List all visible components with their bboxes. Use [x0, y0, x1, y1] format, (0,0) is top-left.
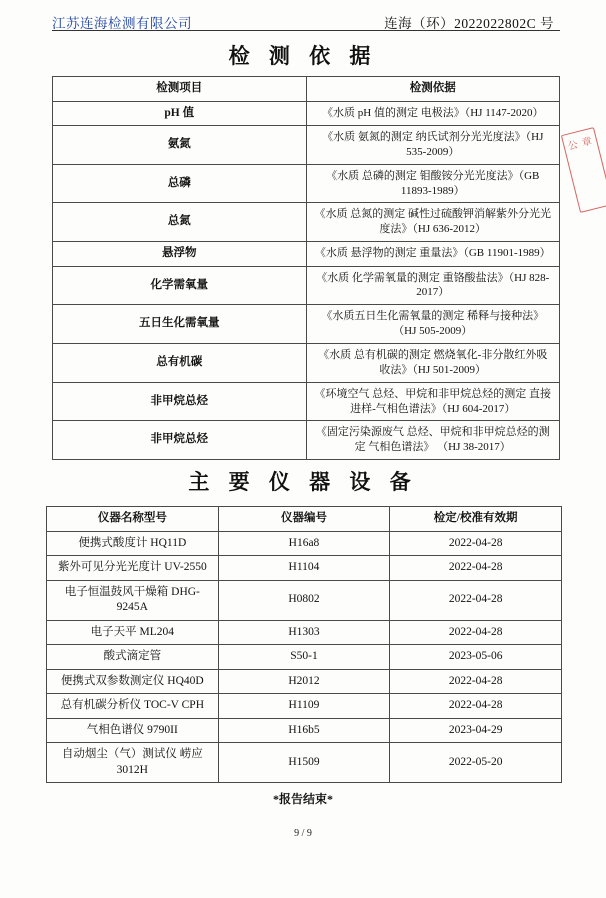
table-row [53, 343, 560, 382]
official-seal-stamp [561, 127, 606, 213]
table-row [53, 382, 560, 421]
equipment-table [46, 506, 562, 783]
table-row [47, 669, 562, 694]
cell-basis: 《环境空气 总烃、甲烷和非甲烷总烃的测定 直接进样-气相色谱法》（HJ 604-2017） [306, 382, 560, 421]
table-row [53, 266, 560, 305]
cell-name: 便携式酸度计 HQ11D [47, 531, 219, 556]
cell-name: 紫外可见分光光度计 UV-2550 [47, 556, 219, 581]
cell-item: 总有机碳 [53, 343, 307, 382]
cell-code: H16b5 [218, 718, 390, 743]
cell-name: 电子天平 ML204 [47, 620, 219, 645]
table-row [47, 620, 562, 645]
cell-basis: 《水质 悬浮物的测定 重量法》（GB 11901-1989） [306, 242, 560, 267]
cell-basis: 《水质 总氮的测定 碱性过硫酸钾消解紫外分光光度法》（HJ 636-2012） [306, 203, 560, 242]
section-title-equipment: 主 要 仪 器 设 备 [188, 470, 418, 494]
table-row [47, 580, 562, 620]
cell-name: 电子恒温鼓风干燥箱 DHG-9245A [47, 580, 219, 620]
cell-valid: 2023-04-29 [390, 718, 562, 743]
cell-code: H16a8 [218, 531, 390, 556]
table-row [53, 242, 560, 267]
company-name: 江苏连海检测有限公司 [52, 16, 192, 31]
cell-item: 总磷 [53, 164, 307, 203]
column-header-code: 仪器编号 [218, 507, 390, 532]
table-header-row [47, 507, 562, 532]
column-header-name: 仪器名称型号 [47, 507, 219, 532]
stamp-text: 公 章 [566, 135, 595, 153]
page-number: 9 / 9 [294, 828, 312, 839]
cell-basis: 《水质 总有机碳的测定 燃烧氧化-非分散红外吸收法》（HJ 501-2009） [306, 343, 560, 382]
cell-basis: 《水质五日生化需氧量的测定 稀释与接种法》（HJ 505-2009） [306, 305, 560, 344]
cell-code: S50-1 [218, 645, 390, 670]
table-row [53, 164, 560, 203]
section-title-basis: 检 测 依 据 [228, 44, 378, 68]
table-row [53, 126, 560, 165]
cell-item: 非甲烷总烃 [53, 382, 307, 421]
cell-valid: 2022-04-28 [390, 694, 562, 719]
table-row [47, 531, 562, 556]
table-row [53, 421, 560, 460]
cell-basis: 《水质 总磷的测定 钼酸铵分光光度法》（GB 11893-1989） [306, 164, 560, 203]
cell-code: H2012 [218, 669, 390, 694]
cell-name: 便携式双参数测定仪 HQ40D [47, 669, 219, 694]
cell-code: H1303 [218, 620, 390, 645]
cell-valid: 2022-04-28 [390, 580, 562, 620]
cell-item: 氨氮 [53, 126, 307, 165]
table-row [47, 645, 562, 670]
cell-valid: 2023-05-06 [390, 645, 562, 670]
cell-code: H0802 [218, 580, 390, 620]
cell-valid: 2022-04-28 [390, 556, 562, 581]
cell-code: H1509 [218, 743, 390, 783]
cell-basis: 《水质 氨氮的测定 纳氏试剂分光光度法》（HJ 535-2009） [306, 126, 560, 165]
cell-valid: 2022-04-28 [390, 531, 562, 556]
detection-basis-table [52, 76, 560, 460]
report-end-mark: *报告结束* [272, 792, 333, 806]
cell-basis: 《固定污染源废气 总烃、甲烷和非甲烷总烃的测定 气相色谱法》 （HJ 38-2017） [306, 421, 560, 460]
table-row [53, 305, 560, 344]
cell-item: 悬浮物 [53, 242, 307, 267]
column-header-valid: 检定/校准有效期 [390, 507, 562, 532]
column-header-basis: 检测依据 [306, 77, 560, 102]
table-row [47, 556, 562, 581]
cell-code: H1104 [218, 556, 390, 581]
table-row [47, 718, 562, 743]
table-row [47, 743, 562, 783]
cell-item: pH 值 [53, 101, 307, 126]
table-header-row [53, 77, 560, 102]
cell-valid: 2022-05-20 [390, 743, 562, 783]
cell-name: 总有机碳分析仪 TOC-V CPH [47, 694, 219, 719]
cell-code: H1109 [218, 694, 390, 719]
cell-basis: 《水质 化学需氧量的测定 重铬酸盐法》（HJ 828-2017） [306, 266, 560, 305]
column-header-item: 检测项目 [53, 77, 307, 102]
table-row [47, 694, 562, 719]
cell-valid: 2022-04-28 [390, 620, 562, 645]
table-row [53, 203, 560, 242]
header-divider [52, 30, 560, 31]
table-row [53, 101, 560, 126]
cell-valid: 2022-04-28 [390, 669, 562, 694]
report-code: 连海（环）2022022802C 号 [384, 16, 554, 31]
cell-item: 五日生化需氧量 [53, 305, 307, 344]
cell-item: 非甲烷总烃 [53, 421, 307, 460]
cell-name: 气相色谱仪 9790II [47, 718, 219, 743]
document-header [52, 12, 562, 32]
cell-item: 化学需氧量 [53, 266, 307, 305]
cell-item: 总氮 [53, 203, 307, 242]
cell-basis: 《水质 pH 值的测定 电极法》（HJ 1147-2020） [306, 101, 560, 126]
cell-name: 自动烟尘（气）测试仪 崂应 3012H [47, 743, 219, 783]
cell-name: 酸式滴定管 [47, 645, 219, 670]
